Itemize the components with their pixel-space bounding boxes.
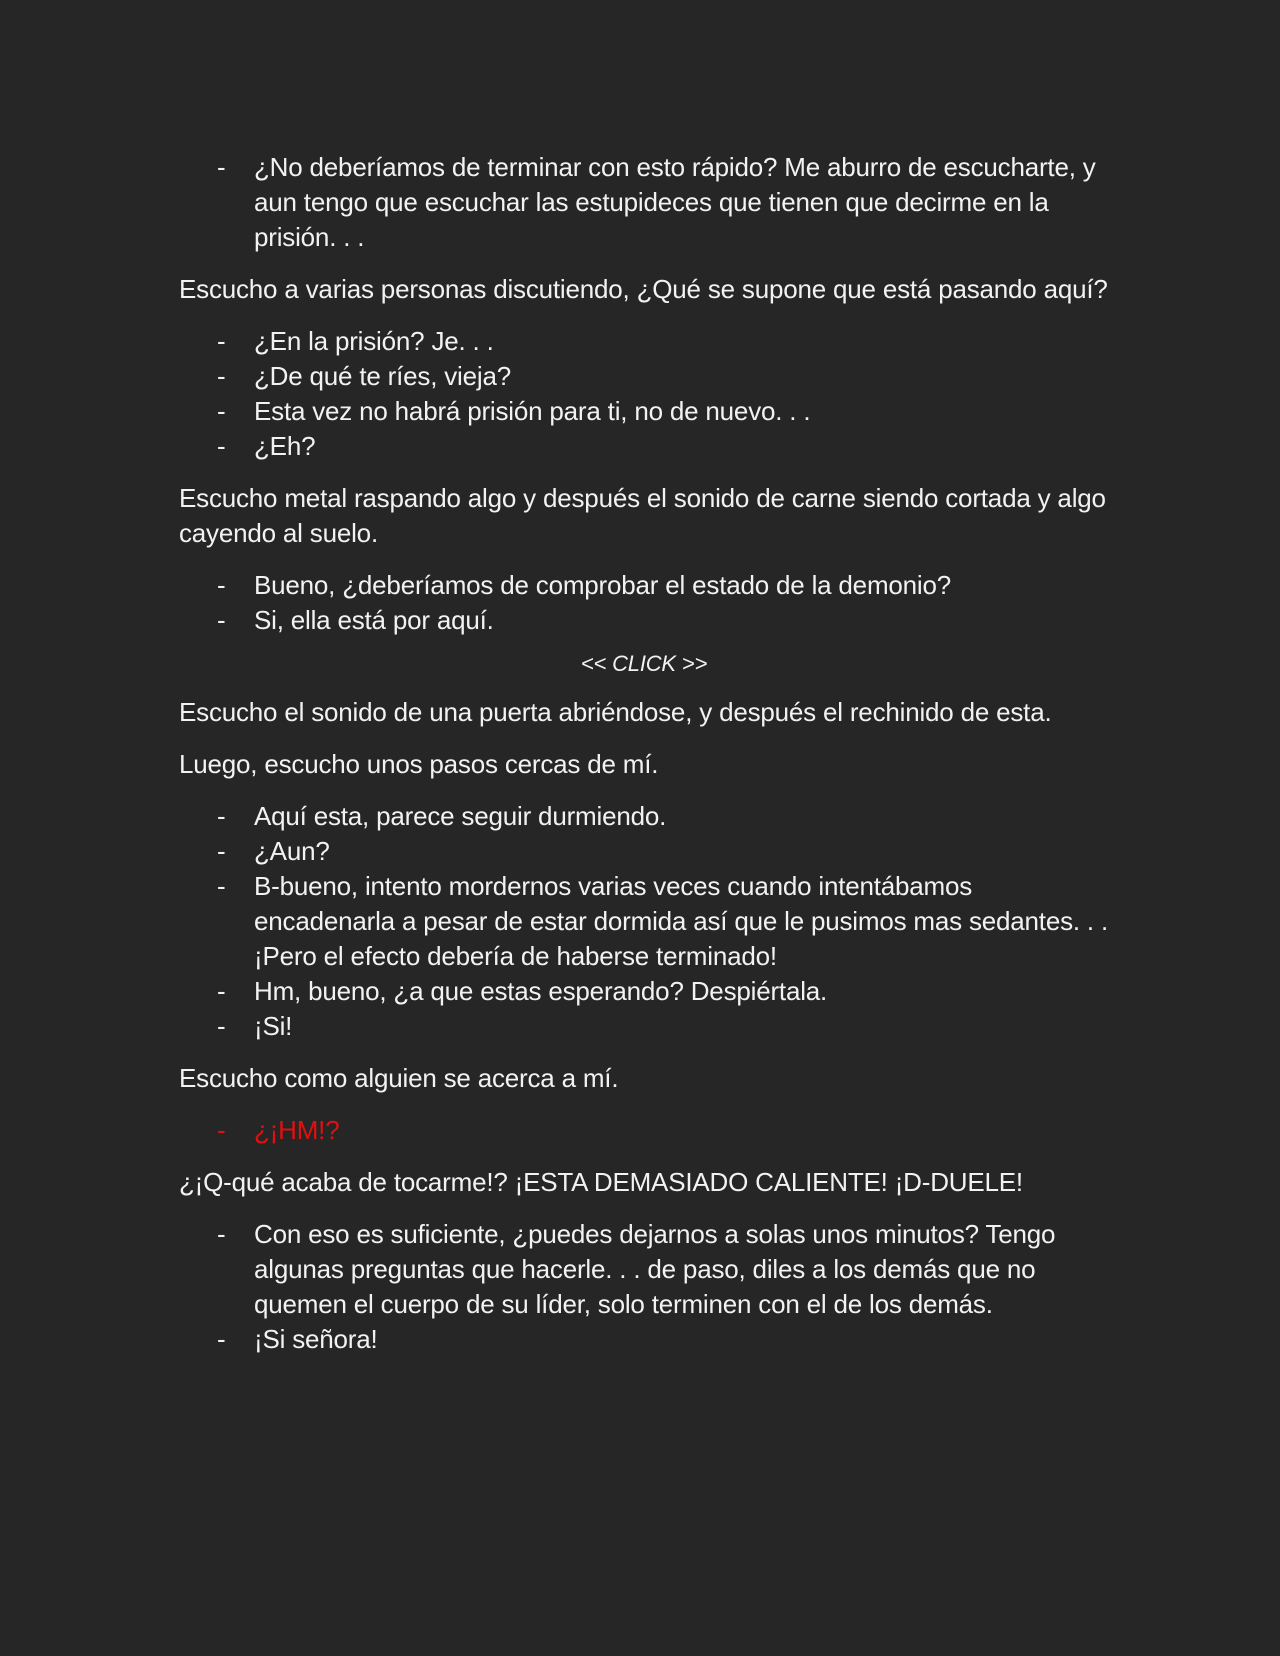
narration-paragraph: ¿¡Q-qué acaba de tocarme!? ¡ESTA DEMASIADO CALIENTE! ¡D-DUELE!: [179, 1167, 1023, 1197]
dialogue-dash: -: [217, 1219, 226, 1249]
dialogue-line: [179, 834, 1109, 869]
dialogue-line: [179, 429, 1109, 464]
dialogue-block: [179, 1113, 1109, 1148]
dialogue-block: [179, 1217, 1109, 1357]
shout-line: [179, 1113, 1109, 1148]
dialogue-line: [179, 1009, 1109, 1044]
dialogue-line: [179, 1217, 1109, 1322]
dialogue-dash: -: [217, 1011, 226, 1041]
dialogue-block: [179, 799, 1109, 1044]
dialogue-dash: -: [217, 836, 226, 866]
dialogue-dash: -: [217, 871, 226, 901]
dialogue-line: [179, 359, 1109, 394]
dialogue-line: [179, 568, 1109, 603]
dialogue-text: Con eso es suficiente, ¿puedes dejarnos a solas unos minutos? Tengo algunas preguntas que hacerle. . . de paso, diles a los demás que no quemen el cuerpo de su líder, solo terminen con el de los demás.: [254, 1219, 1056, 1319]
dialogue-block: [179, 150, 1109, 255]
dialogue-dash: -: [217, 1324, 226, 1354]
dialogue-line: [179, 869, 1109, 974]
dialogue-text: Hm, bueno, ¿a que estas esperando? Despiértala.: [254, 976, 828, 1006]
dialogue-text: ¡Si!: [254, 1011, 293, 1041]
dialogue-text: B-bueno, intento mordernos varias veces cuando intentábamos encadenarla a pesar de estar dormida así que le pusimos mas sedantes. . . ¡Pero el efecto debería de haberse terminado!: [254, 871, 1109, 971]
dialogue-dash: -: [217, 801, 226, 831]
dialogue-line: [179, 1322, 1109, 1357]
dialogue-text: ¿Eh?: [254, 431, 316, 461]
dialogue-text: ¿En la prisión? Je. . .: [254, 326, 494, 356]
dialogue-dash: -: [217, 431, 226, 461]
narration-paragraph: Escucho a varias personas discutiendo, ¿Qué se supone que está pasando aquí?: [179, 274, 1108, 304]
dialogue-line: [179, 324, 1109, 359]
dialogue-dash: -: [217, 1115, 226, 1145]
dialogue-block: [179, 324, 1109, 464]
dialogue-text: ¿De qué te ríes, vieja?: [254, 361, 511, 391]
dialogue-dash: -: [217, 570, 226, 600]
dialogue-text: Bueno, ¿deberíamos de comprobar el estado de la demonio?: [254, 570, 952, 600]
dialogue-text: Aquí esta, parece seguir durmiendo.: [254, 801, 667, 831]
sound-effect: << CLICK >>: [580, 651, 708, 676]
dialogue-dash: -: [217, 326, 226, 356]
dialogue-line: [179, 799, 1109, 834]
dialogue-line: [179, 394, 1109, 429]
dialogue-line: [179, 150, 1109, 255]
dialogue-dash: -: [217, 605, 226, 635]
narration-paragraph: Escucho metal raspando algo y después el sonido de carne siendo cortada y algo cayendo al suelo.: [179, 483, 1106, 548]
dialogue-dash: -: [217, 976, 226, 1006]
dialogue-dash: -: [217, 396, 226, 426]
dialogue-dash: -: [217, 152, 226, 182]
narration-paragraph: Escucho como alguien se acerca a mí.: [179, 1063, 619, 1093]
dialogue-line: [179, 603, 1109, 638]
shout-text: ¿¡HM!?: [254, 1115, 340, 1145]
dialogue-text: ¿Aun?: [254, 836, 330, 866]
dialogue-line: [179, 974, 1109, 1009]
narration-paragraph: Escucho el sonido de una puerta abriéndose, y después el rechinido de esta.: [179, 697, 1052, 727]
dialogue-text: Esta vez no habrá prisión para ti, no de nuevo. . .: [254, 396, 811, 426]
dialogue-text: Si, ella está por aquí.: [254, 605, 494, 635]
dialogue-text: ¡Si señora!: [254, 1324, 378, 1354]
dialogue-dash: -: [217, 361, 226, 391]
document-page: [179, 150, 1109, 1374]
dialogue-text: ¿No deberíamos de terminar con esto rápido? Me aburro de escucharte, y aun tengo que escuchar las estupideces que tienen que decirme en la prisión. . .: [254, 152, 1096, 252]
narration-paragraph: Luego, escucho unos pasos cercas de mí.: [179, 749, 659, 779]
dialogue-block: [179, 568, 1109, 638]
